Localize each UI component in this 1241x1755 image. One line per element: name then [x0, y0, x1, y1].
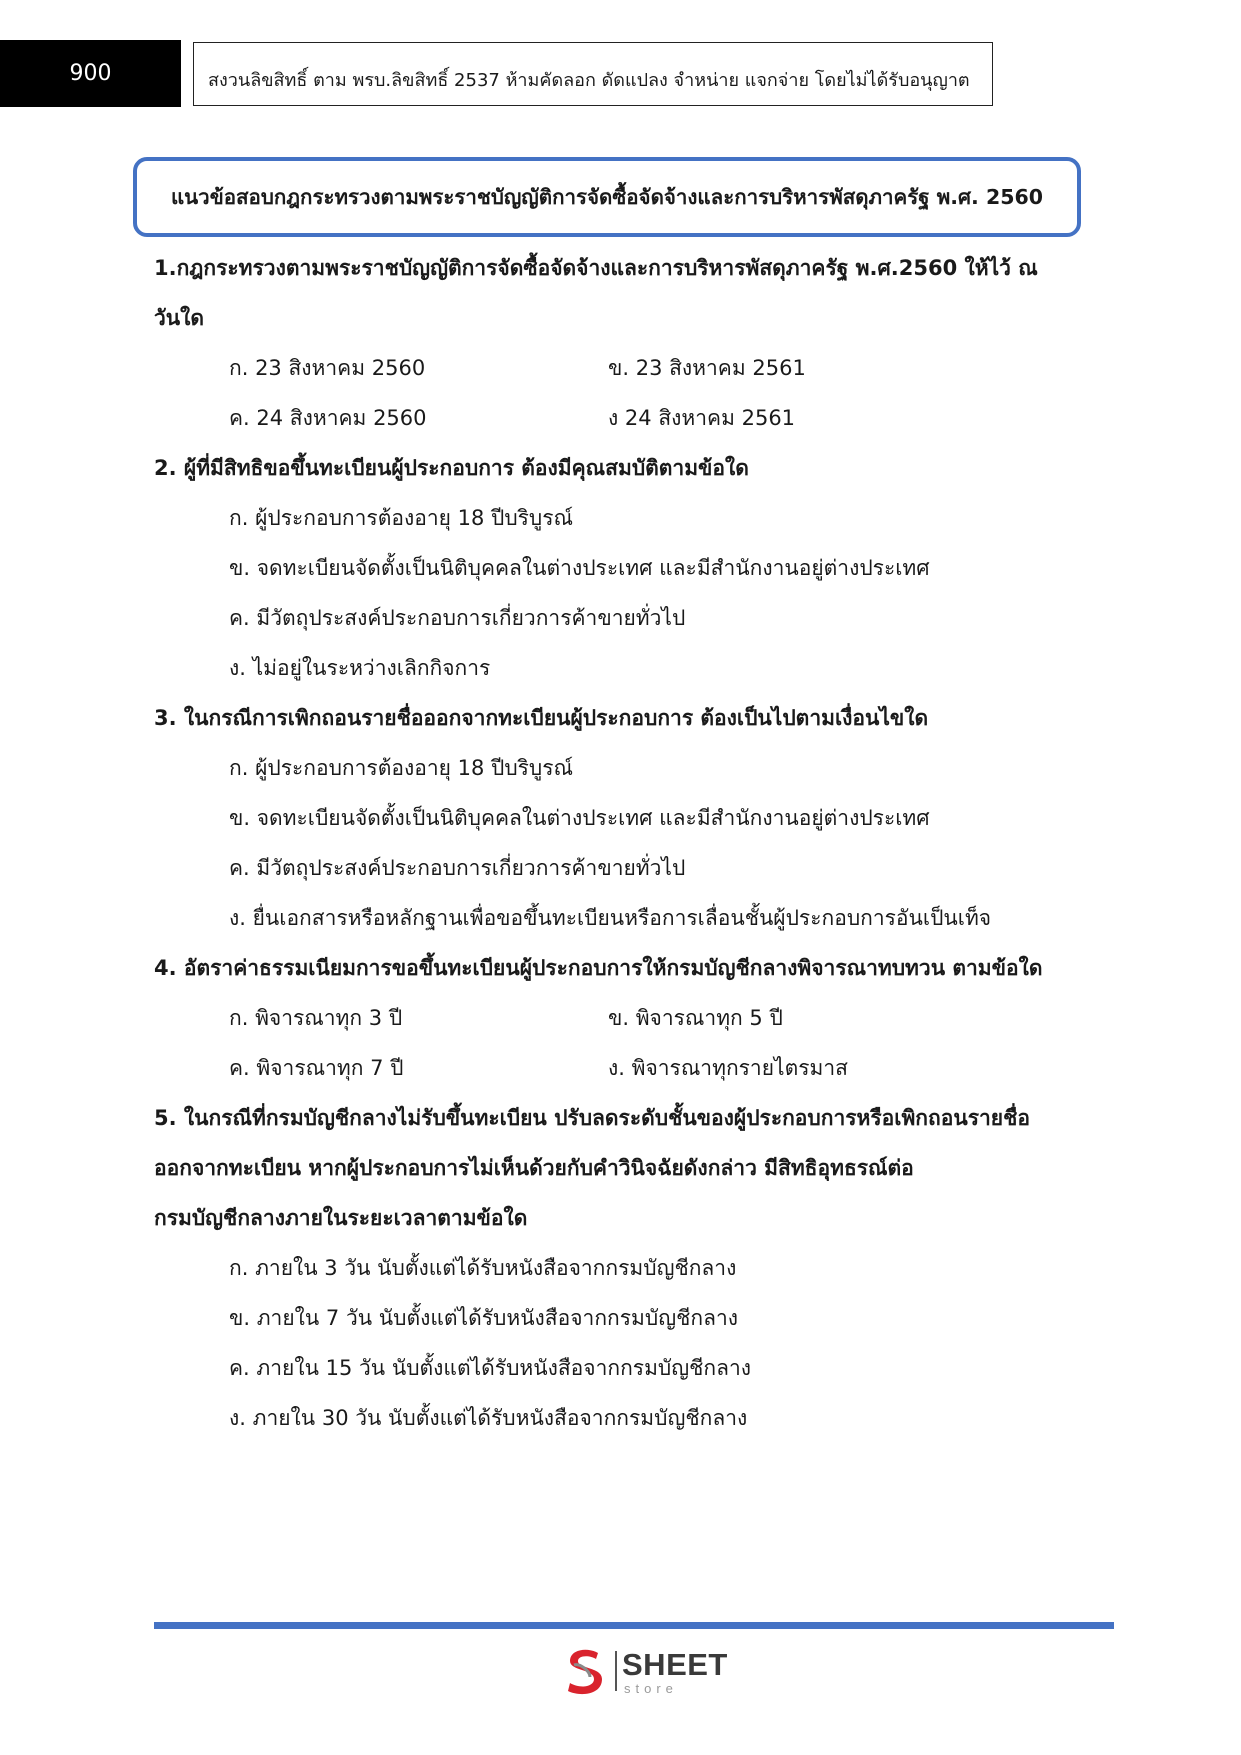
sheet-s-logo-icon [560, 1645, 608, 1697]
logo-subtext: store [624, 1681, 678, 1696]
question-5-option-d: ง. ภายใน 30 วัน นับตั้งแต่ได้รับหนังสือจากกรมบัญชีกลาง [229, 1406, 748, 1430]
question-5-option-a: ก. ภายใน 3 วัน นับตั้งแต่ได้รับหนังสือจากกรมบัญชีกลาง [229, 1256, 737, 1280]
question-4-option-b: ข. พิจารณาทุก 5 ปี [608, 1006, 783, 1030]
question-2-line-1: 2. ผู้ที่มีสิทธิขอขึ้นทะเบียนผู้ประกอบการ ต้องมีคุณสมบัติตามข้อใด [154, 456, 749, 480]
question-2-option-b: ข. จดทะเบียนจัดตั้งเป็นนิติบุคคลในต่างประเทศ และมีสำนักงานอยู่ต่างประเทศ [229, 556, 930, 580]
question-5-option-c: ค. ภายใน 15 วัน นับตั้งแต่ได้รับหนังสือจากกรมบัญชีกลาง [229, 1356, 752, 1380]
question-1-line-2: วันใด [154, 306, 205, 330]
question-3-line-1: 3. ในกรณีการเพิกถอนรายชื่อออกจากทะเบียนผู้ประกอบการ ต้องเป็นไปตามเงื่อนไขใด [154, 706, 929, 730]
question-3-option-a: ก. ผู้ประกอบการต้องอายุ 18 ปีบริบูรณ์ [229, 756, 574, 780]
footer-divider [154, 1622, 1114, 1629]
question-1-option-a: ก. 23 สิงหาคม 2560 [229, 356, 426, 380]
question-3-option-b: ข. จดทะเบียนจัดตั้งเป็นนิติบุคคลในต่างประเทศ และมีสำนักงานอยู่ต่างประเทศ [229, 806, 930, 830]
section-title: แนวข้อสอบกฎกระทรวงตามพระราชบัญญัติการจัดซื้อจัดจ้างและการบริหารพัสดุภาครัฐ พ.ศ. 2560 [170, 184, 1044, 209]
page-number-box [0, 40, 181, 107]
question-4-option-d: ง. พิจารณาทุกรายไตรมาส [608, 1056, 848, 1080]
question-5-line-2: ออกจากทะเบียน หากผู้ประกอบการไม่เห็นด้วยกับคำวินิจฉัยดังกล่าว มีสิทธิอุทธรณ์ต่อ [154, 1156, 914, 1180]
copyright-text: สงวนลิขสิทธิ์ ตาม พรบ.ลิขสิทธิ์ 2537 ห้ามคัดลอก ดัดแปลง จำหน่าย แจกจ่าย โดยไม่ได้รับอนุญาต [208, 69, 970, 91]
question-4-option-c: ค. พิจารณาทุก 7 ปี [229, 1056, 404, 1080]
question-5-option-b: ข. ภายใน 7 วัน นับตั้งแต่ได้รับหนังสือจากกรมบัญชีกลาง [229, 1306, 738, 1330]
question-1-line-1: 1.กฎกระทรวงตามพระราชบัญญัติการจัดซื้อจัดจ้างและการบริหารพัสดุภาครัฐ พ.ศ.2560 ให้ไว้ ณ [154, 256, 1038, 280]
question-4-option-a: ก. พิจารณาทุก 3 ปี [229, 1006, 403, 1030]
question-5-line-3: กรมบัญชีกลางภายในระยะเวลาตามข้อใด [154, 1206, 528, 1230]
question-5-line-1: 5. ในกรณีที่กรมบัญชีกลางไม่รับขึ้นทะเบียน ปรับลดระดับชั้นของผู้ประกอบการหรือเพิกถอนรายชื่อ [154, 1106, 1030, 1130]
question-2-option-a: ก. ผู้ประกอบการต้องอายุ 18 ปีบริบูรณ์ [229, 506, 574, 530]
page-number: 900 [69, 61, 112, 86]
question-2-option-c: ค. มีวัตถุประสงค์ประกอบการเกี่ยวการค้าขายทั่วไป [229, 606, 686, 630]
question-3-option-c: ค. มีวัตถุประสงค์ประกอบการเกี่ยวการค้าขายทั่วไป [229, 856, 686, 880]
question-1-option-c: ค. 24 สิงหาคม 2560 [229, 406, 427, 430]
section-title-box [133, 157, 1081, 237]
logo-wordmark: SHEET [622, 1647, 728, 1682]
question-1-option-d: ง 24 สิงหาคม 2561 [608, 406, 796, 430]
question-3-option-d: ง. ยื่นเอกสารหรือหลักฐานเพื่อขอขึ้นทะเบียนหรือการเลื่อนชั้นผู้ประกอบการอันเป็นเท็จ [229, 906, 992, 930]
logo-separator [615, 1651, 617, 1691]
sheet-store-logo [560, 1645, 740, 1700]
copyright-notice [193, 42, 993, 106]
question-1-option-b: ข. 23 สิงหาคม 2561 [608, 356, 806, 380]
question-2-option-d: ง. ไม่อยู่ในระหว่างเลิกกิจการ [229, 656, 491, 680]
question-4-line-1: 4. อัตราค่าธรรมเนียมการขอขึ้นทะเบียนผู้ประกอบการให้กรมบัญชีกลางพิจารณาทบทวน ตามข้อใด [154, 956, 1043, 980]
